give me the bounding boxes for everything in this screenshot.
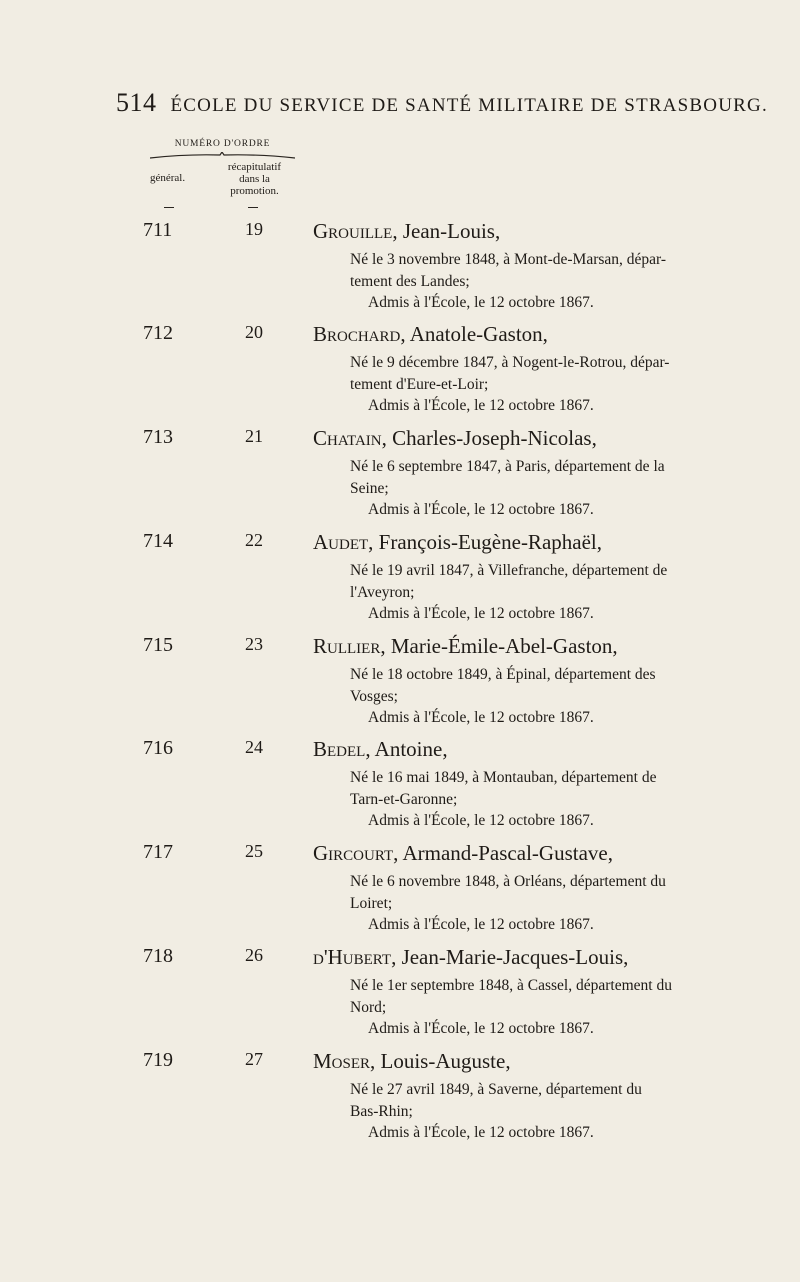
person-name (313, 945, 628, 970)
column-recap-line: dans la (239, 173, 270, 185)
birth-line: Seine; (350, 479, 389, 497)
general-number: 713 (143, 426, 173, 448)
general-number: 712 (143, 322, 173, 344)
surname: Gircourt (313, 841, 394, 865)
surname: Brochard (313, 322, 401, 346)
person-name (313, 841, 613, 866)
birth-line: Nord; (350, 998, 387, 1016)
general-number: 718 (143, 945, 173, 967)
birth-line: Né le 18 octobre 1849, à Épinal, département des (350, 666, 656, 683)
running-title: ÉCOLE DU SERVICE DE SANTÉ MILITAIRE DE STRASBOURG. (170, 95, 768, 116)
admission-line: Admis à l'École, le 12 octobre 1867. (368, 1020, 594, 1038)
general-number: 719 (143, 1049, 173, 1071)
birth-line: Bas-Rhin; (350, 1102, 413, 1120)
page-header (116, 88, 768, 118)
given-names: , Anatole-Gaston, (400, 322, 548, 346)
admission-line: Admis à l'École, le 12 octobre 1867. (368, 916, 594, 934)
page-number: 514 (116, 88, 157, 117)
column-recap-line: promotion. (230, 185, 279, 197)
birth-line: Né le 19 avril 1847, à Villefranche, département de (350, 562, 668, 579)
given-names: , Antoine, (365, 737, 448, 761)
surname: Bedel (313, 737, 366, 761)
given-names: , Marie-Émile-Abel-Gaston, (380, 634, 618, 658)
birth-line: Vosges; (350, 687, 398, 705)
column-recap-label (212, 161, 297, 197)
entry-details (350, 767, 748, 832)
promotion-number: 24 (245, 737, 263, 757)
given-names: , Armand-Pascal-Gustave, (393, 841, 613, 865)
promotion-number: 19 (245, 219, 263, 239)
person-name (313, 1049, 511, 1074)
given-names: , Charles-Joseph-Nicolas, (381, 426, 597, 450)
birth-line: tement des Landes; (350, 272, 470, 290)
entry-details (350, 871, 748, 936)
general-number: 716 (143, 737, 173, 759)
admission-line: Admis à l'École, le 12 octobre 1867. (368, 397, 594, 415)
entry-details (350, 975, 748, 1040)
surname: Chatain (313, 426, 382, 450)
surname: Grouille (313, 219, 393, 243)
surname: Moser (313, 1049, 371, 1073)
entry-details (350, 560, 748, 625)
column-general-label: général. (150, 172, 186, 184)
column-caption: NUMÉRO D'ORDRE (174, 139, 271, 149)
given-names: , François-Eugène-Raphaël, (368, 530, 602, 554)
column-headings (150, 138, 295, 197)
promotion-number: 21 (245, 426, 263, 446)
admission-line: Admis à l'École, le 12 octobre 1867. (368, 501, 594, 519)
entry-details (350, 352, 748, 417)
admission-line: Admis à l'École, le 12 octobre 1867. (368, 294, 594, 312)
person-name (313, 219, 500, 244)
promotion-number: 23 (245, 634, 263, 654)
birth-line: tement d'Eure-et-Loir; (350, 375, 489, 393)
birth-line: l'Aveyron; (350, 583, 415, 601)
column-dash (164, 207, 174, 208)
promotion-number: 27 (245, 1049, 263, 1069)
general-number: 715 (143, 634, 173, 656)
birth-line: Loiret; (350, 894, 393, 912)
entry-details (350, 1079, 748, 1144)
admission-line: Admis à l'École, le 12 octobre 1867. (368, 812, 594, 830)
person-name (313, 634, 618, 659)
column-dash (248, 207, 258, 208)
surname: Audet (313, 530, 369, 554)
promotion-number: 22 (245, 530, 263, 550)
person-name (313, 322, 548, 347)
entry-details (350, 249, 748, 314)
given-names: , Jean-Marie-Jacques-Louis, (391, 945, 629, 969)
birth-line: Tarn-et-Garonne; (350, 790, 458, 808)
entry-details (350, 456, 748, 521)
birth-line: Né le 1er septembre 1848, à Cassel, département du (350, 977, 672, 994)
general-number: 714 (143, 530, 173, 552)
birth-line: Né le 27 avril 1849, à Saverne, département du (350, 1081, 642, 1098)
promotion-number: 26 (245, 945, 263, 965)
general-number: 711 (143, 219, 173, 241)
admission-line: Admis à l'École, le 12 octobre 1867. (368, 1124, 594, 1142)
person-name (313, 426, 597, 451)
brace-decoration (150, 152, 295, 160)
given-names: , Jean-Louis, (392, 219, 501, 243)
person-name (313, 530, 602, 555)
admission-line: Admis à l'École, le 12 octobre 1867. (368, 605, 594, 623)
promotion-number: 25 (245, 841, 263, 861)
given-names: , Louis-Auguste, (370, 1049, 511, 1073)
column-recap-line: récapitulatif (227, 161, 282, 173)
birth-line: Né le 9 décembre 1847, à Nogent-le-Rotrou, dépar- (350, 354, 670, 371)
general-number: 717 (143, 841, 173, 863)
person-name (313, 737, 448, 762)
promotion-number: 20 (245, 322, 263, 342)
entry-details (350, 664, 748, 729)
surname: Rullier (313, 634, 381, 658)
birth-line: Né le 3 novembre 1848, à Mont-de-Marsan, dépar- (350, 251, 667, 268)
birth-line: Né le 6 septembre 1847, à Paris, département de la (350, 458, 665, 475)
birth-line: Né le 6 novembre 1848, à Orléans, département du (350, 873, 666, 890)
birth-line: Né le 16 mai 1849, à Montauban, département de (350, 769, 657, 786)
surname: d'Hubert (313, 945, 392, 969)
admission-line: Admis à l'École, le 12 octobre 1867. (368, 709, 594, 727)
